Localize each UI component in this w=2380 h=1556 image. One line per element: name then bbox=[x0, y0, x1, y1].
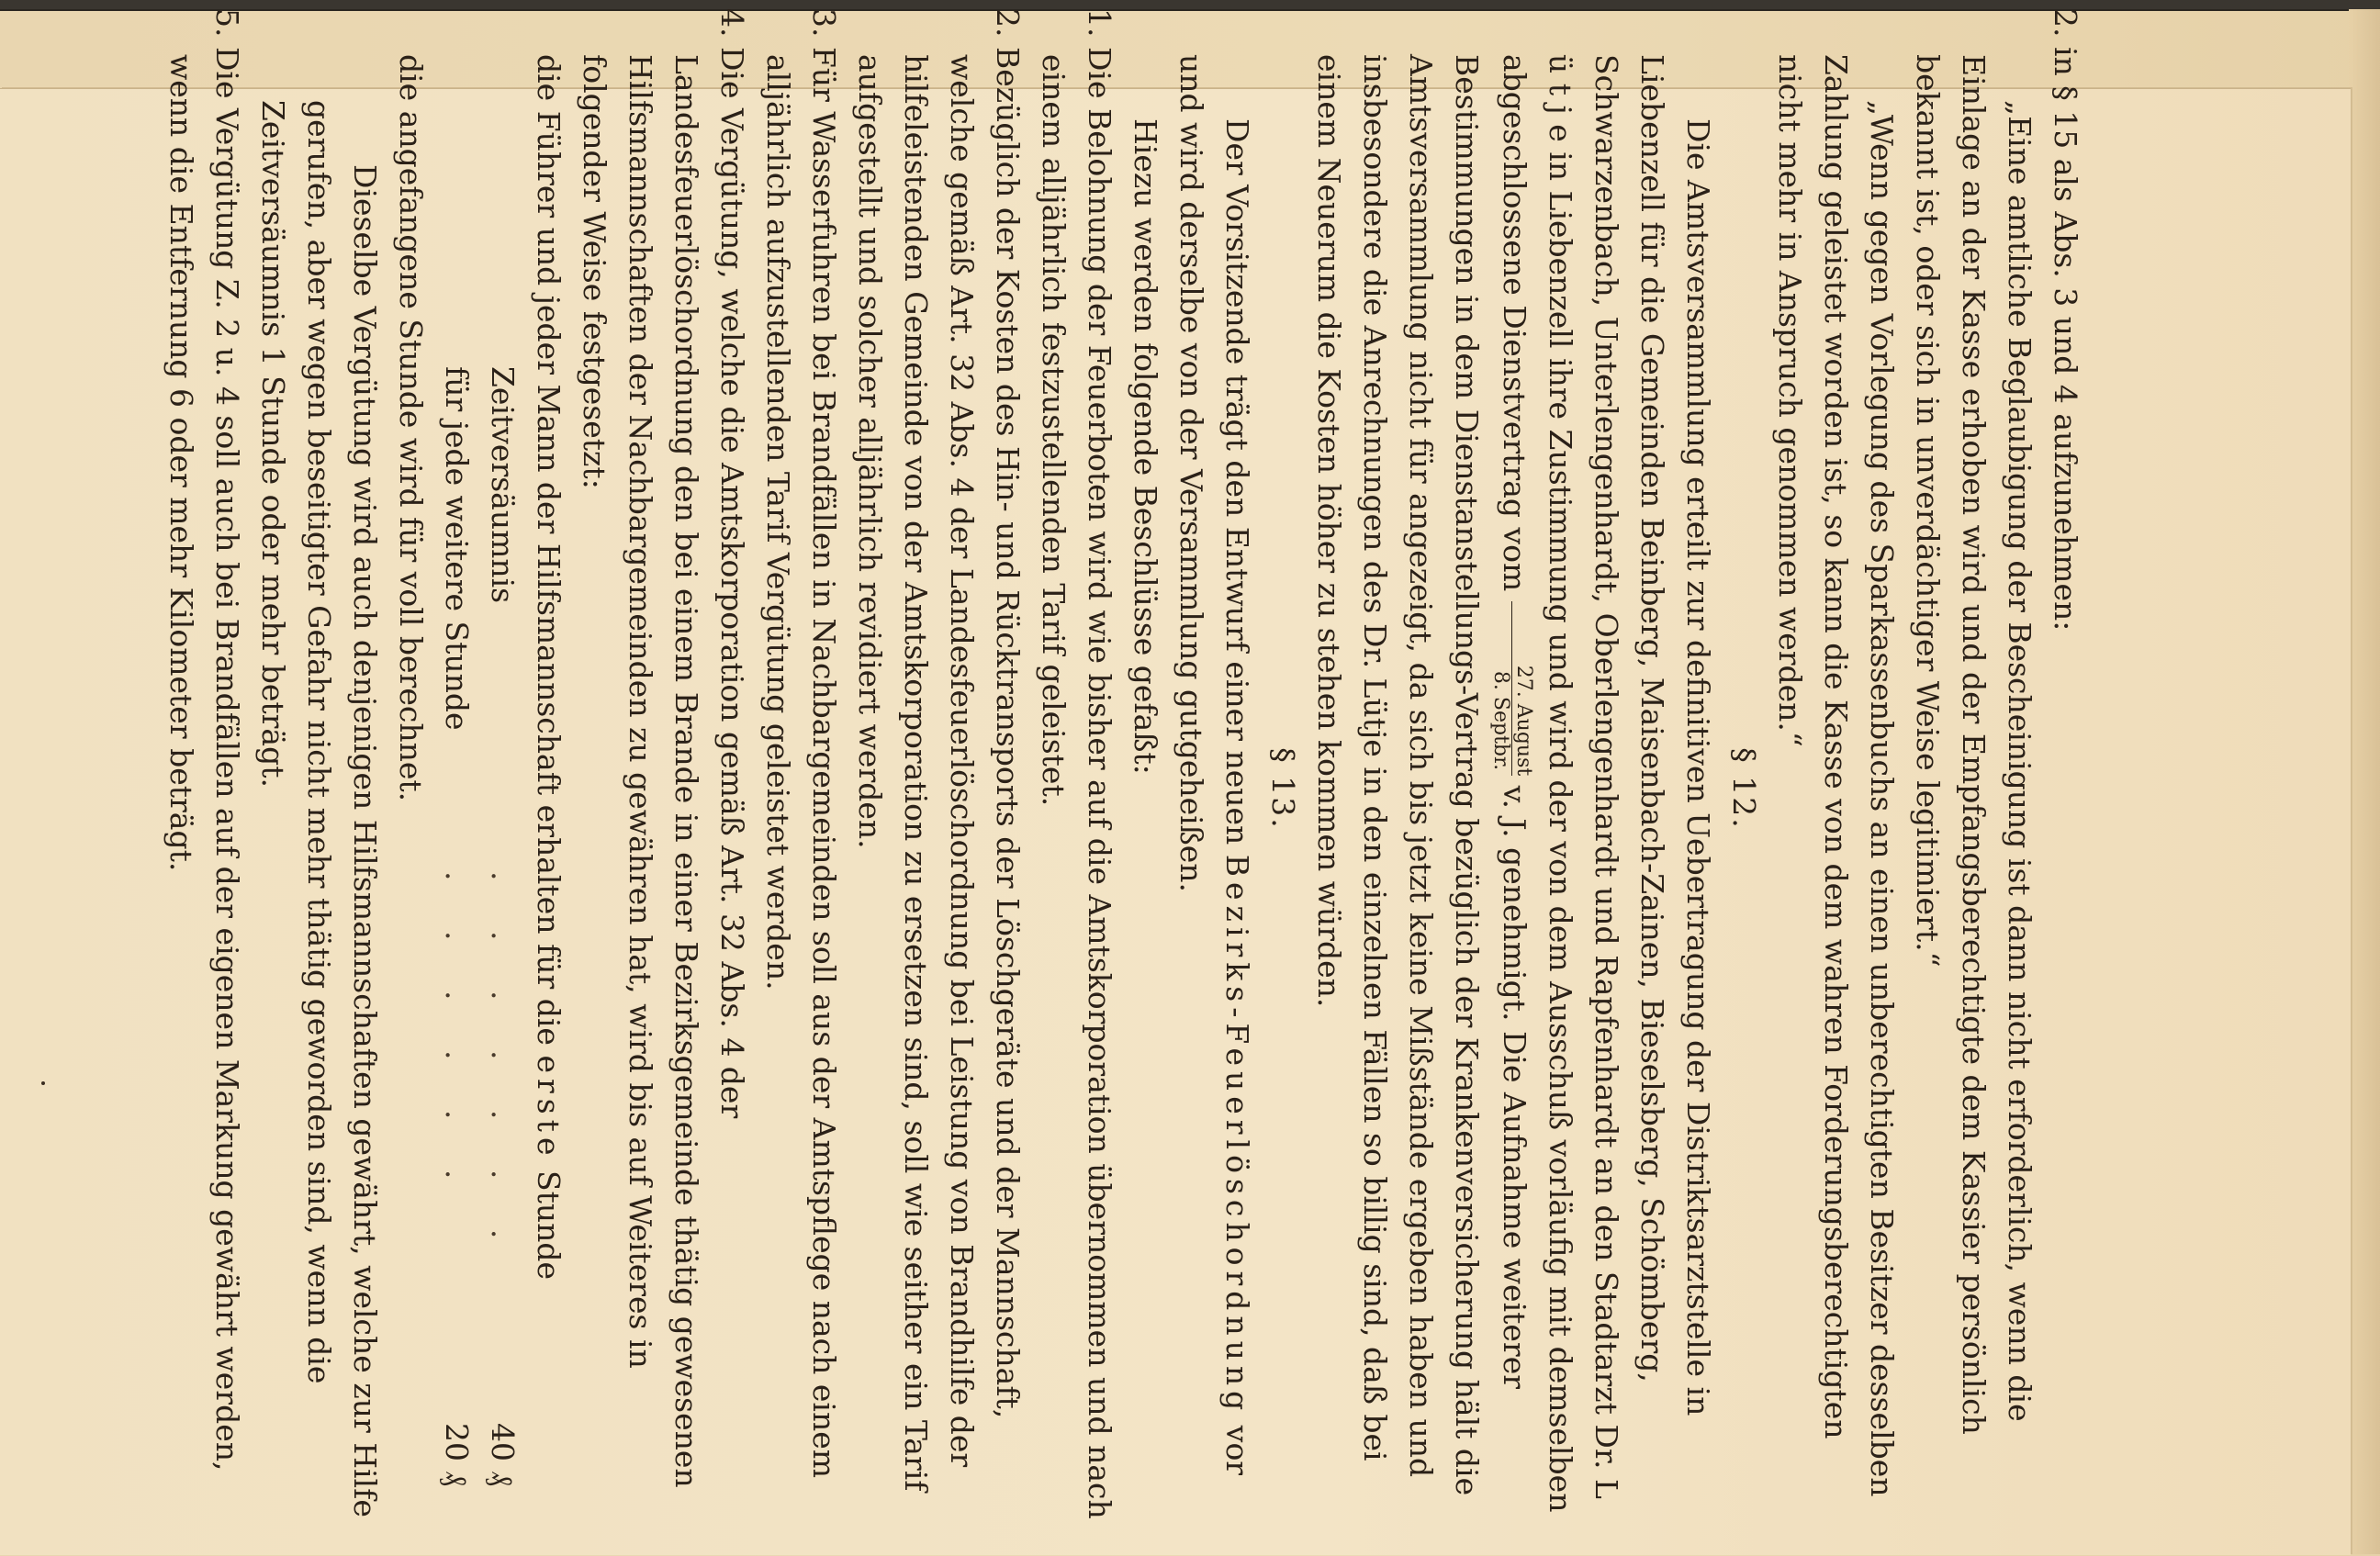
quote-paragraph: „Wenn gegen Vorlegung des Sparkassenbuchs an einen unberechtigten Besitzer desselben Zahlung geleistet worden ist, so kann die Kasse von dem wahren Forderungsberechtigten nicht mehr in Anspruch genommen werden.“ bbox=[1772, 54, 1900, 1497]
rate-row bbox=[480, 366, 526, 1486]
resolution-item: 3. Für Wasserfuhren bei Brandfällen in Nachbargemeinden soll aus der Amtspflege nach einem alljährlich aufzustellenden Tarif Vergütung geleistet werden. bbox=[760, 8, 843, 1479]
section-13-heading: § 13. bbox=[1265, 747, 1302, 830]
section-12-text: Die Amtsversammlung erteilt zur definitiven Uebertragung der Distriktsarztstelle in Liebenzell für die Gemeinden Beinberg, Maisenbach-Zainen, Bieselsberg, Schömberg, Schwarzenbach, Unterlengenhardt, Oberlengenhardt und Rapfenhardt an den Stadtarzt Dr. L ü t j e in Liebenzell ihre Zustimmung und wird der von dem Ausschuß vorläufig mit demselben abgeschlossene Dienstvertrag vom bbox=[1497, 54, 1716, 1513]
quote-paragraph: „Eine amtliche Beglaubigung der Bescheinigung ist dann nicht erforderlich, wenn die Einlage an der Kasse erhoben wird und der Empfangsberechtigte dem Kassier persönlich bekannt ist, oder sich in unverdächtiger Weise legitimiert.“ bbox=[1910, 54, 2038, 1435]
rate-row bbox=[434, 366, 480, 1486]
rotated-document-text bbox=[163, 8, 2088, 1523]
rates-intro bbox=[526, 54, 572, 1523]
leader-dots: . . . . . . bbox=[439, 871, 476, 1200]
leader-dots: . . . . . . . bbox=[485, 871, 522, 1259]
rates-intro-text: die Führer und jeder Mann der Hilfsmannschaft erhalten für die bbox=[531, 54, 567, 1046]
sheet-edge bbox=[2349, 9, 2380, 1554]
intro-text: vor und wird derselbe von der Versammlung gutgeheißen. bbox=[1173, 54, 1256, 1476]
section-12-body bbox=[1307, 54, 1722, 1523]
rates-note: die angefangene Stunde wird für voll berechnet. bbox=[393, 54, 430, 802]
item-2-amendment: 2. in § 15 als Abs. 3 und 4 aufzunehmen: bbox=[2048, 8, 2083, 632]
resolution-item: 4. Die Vergütung, welche die Amtskorporation gemäß Art. 32 Abs. 4 der Landesfeuerlöschordnung den bei einem Brande in einer Bezirksgemeinde thätig gewesenen Hilfsmannschaften der Nachbargemeinden zu gewähren hat, wird bis auf Weiteres in folgender Weise festgesetzt: bbox=[577, 8, 751, 1488]
fraction-top: 27. August bbox=[1512, 601, 1535, 776]
rate-value: 40 ₰ bbox=[485, 1423, 522, 1486]
section-12-heading: § 12. bbox=[1726, 747, 1762, 830]
resolution-item: 5. Die Vergütung Z. 2 u. 4 soll auch bei Brandfällen auf der eigenen Markung gewährt werden, wenn die Entfernung 6 oder mehr Kilometer beträgt. bbox=[163, 8, 246, 1472]
section-13-intro bbox=[1169, 54, 1261, 1523]
rates-intro-text: Stunde bbox=[531, 1170, 567, 1280]
item-4-extra: Dieselbe Vergütung wird auch denjenigen Hilfsmannschaften gewährt, welche zur Hilfe gerufen, aber wegen beseitigter Gefahr nicht mehr thätig geworden sind, wenn die Zeitversäumnis 1 Stunde oder mehr beträgt. bbox=[255, 100, 384, 1517]
resolutions-intro: Hiezu werden folgende Beschlüsse gefaßt: bbox=[1128, 118, 1164, 775]
ink-speck bbox=[41, 1081, 45, 1085]
rate-label: für jede weitere Stunde bbox=[439, 366, 476, 731]
resolution-item: 1. Die Belohnung der Feuerboten wird wie bisher auf die Amtskorporation übernommen und nach einem alljährlich festzustellenden Tarif geleistet. bbox=[1036, 8, 1118, 1519]
emphasized-title: Bezirks-Feuerlöschordnung bbox=[1219, 854, 1256, 1416]
resolution-item: 2. Bezüglich der Kosten des Hin- und Rücktransports der Löschgeräte und der Mannschaft, welche gemäß Art. 32 Abs. 4 der Landesfeuerlöschordnung bei Leistung von Brandhilfe der hilfeleistenden Gemeinde von der Amtskorporation zu ersetzen sind, soll wie seither ein Tarif aufgestellt und solcher alljährlich revidiert werden. bbox=[852, 8, 1027, 1492]
rate-value: 20 ₰ bbox=[439, 1423, 476, 1486]
rate-label: Zeitversäumnis bbox=[485, 366, 522, 604]
intro-text: Der Vorsitzende trägt den Entwurf einer neuen bbox=[1219, 118, 1256, 845]
emphasized-word: erste bbox=[531, 1055, 567, 1161]
section-12-text: v. J. genehmigt. Die Aufnahme weiterer Bestimmungen in dem Dienstanstellungs-Vertrag bezüglich der Krankenversicherung hält die Amtsversammlung nicht für angezeigt, da sich bis jetzt keine Mißstände ergeben haben und insbesondere die Anrechnungen des Dr. Lütje in den einzelnen Fällen so billig sind, daß bei einem Neuerum die Kosten höher zu stehen kommen würden. bbox=[1311, 54, 1532, 1496]
fraction-bottom: 8. Septbr. bbox=[1489, 670, 1513, 771]
date-fraction bbox=[1490, 601, 1535, 776]
